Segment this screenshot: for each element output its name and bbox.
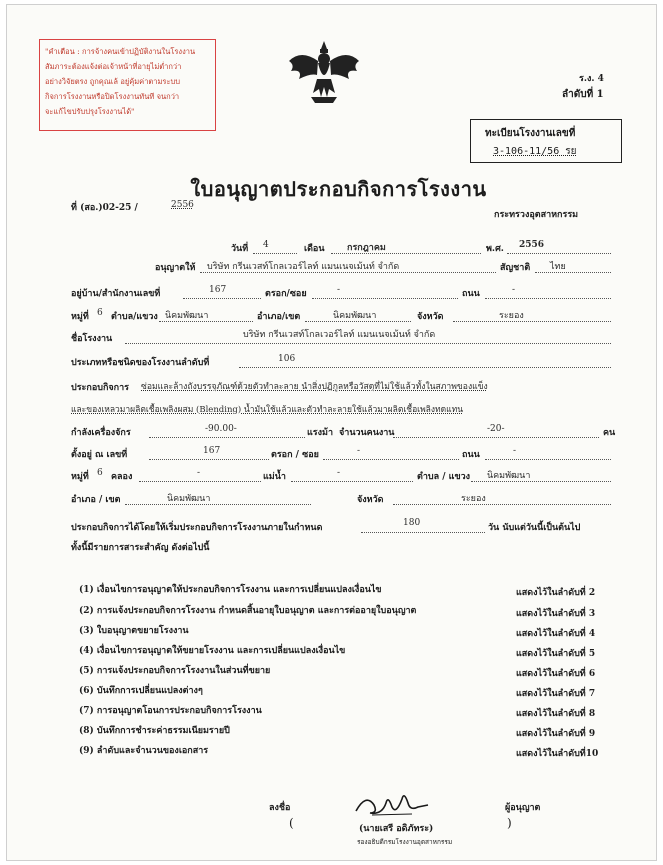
factory-name: บริษัท กรีนเวสท์โกลเวอร์ไลท์ แมนเนจเม้นท์ จำกัด [243, 330, 436, 340]
factory-type-label: ประเภทหรือชนิดของโรงงานลำดับที่ [71, 358, 210, 368]
warning-line: จะแก้ไขปรับปรุงโรงงานได้" [45, 107, 135, 116]
year-label: พ.ศ. [486, 244, 504, 254]
ref-label: ที่ (สอ.)02-25 / [71, 203, 138, 213]
canal-value: - [197, 468, 201, 478]
location-moo-value: 6 [97, 468, 103, 478]
lane-value: - [337, 285, 341, 295]
list-item: (6) บันทึกการเปลี่ยนแปลงต่างๆ [79, 686, 203, 696]
list-item-ref: แสดงไว้ในลำดับที่10 [516, 749, 599, 759]
list-item-ref: แสดงไว้ในลำดับที่ 5 [516, 649, 596, 659]
list-item-ref: แสดงไว้ในลำดับที่ 3 [516, 609, 596, 619]
location-no-value: 167 [203, 446, 221, 456]
warning-line: สัมภาระต้องแจ้งต่อเจ้าหน้าที่อายุไม่ต่ำกว่า [45, 62, 182, 71]
business-label: ประกอบกิจการ [71, 383, 130, 393]
warning-line: กิจการโรงงานหรือปิดโรงงานทันที จนกว่า [45, 92, 180, 101]
workers-value: -20- [487, 424, 505, 434]
list-item: (7) การอนุญาตโอนการประกอบกิจการโรงงาน [79, 706, 262, 716]
authorizer-label: ผู้อนุญาต [505, 803, 541, 813]
list-item: (5) การแจ้งประกอบกิจการโรงงานในส่วนที่ขยาย [79, 666, 271, 676]
list-item-ref: แสดงไว้ในลำดับที่ 7 [516, 689, 596, 699]
moo-value: 6 [97, 308, 103, 318]
horsepower-label: กำลังเครื่องจักร [71, 428, 131, 438]
location-moo-label: หมู่ที่ [71, 472, 89, 482]
location-subdistrict-value: นิคมพัฒนา [487, 471, 531, 481]
horsepower-value: -90.00- [205, 424, 237, 434]
location-lane-value: - [357, 446, 361, 456]
list-item: (9) ลำดับและจำนวนของเอกสาร [79, 746, 209, 756]
list-item-ref: แสดงไว้ในลำดับที่ 2 [516, 588, 596, 598]
license-document [6, 4, 657, 861]
list-item-ref: แสดงไว้ในลำดับที่ 9 [516, 729, 596, 739]
district-label: อำเภอ/เขต [257, 312, 301, 322]
list-item: (1) เงื่อนไขการอนุญาตให้ประกอบกิจการโรงงาน และการเปลี่ยนแปลงเงื่อนไข [79, 585, 382, 595]
subdistrict-value: นิคมพัฒนา [165, 311, 209, 321]
close-paren: ) [507, 816, 512, 830]
business-line: และของเหลวมาผลิตเชื้อเพลิงผสม (Blending) น้ำมันใช้แล้วและตัวทำละลายใช้แล้วมาผลิตเชื้อเพลิงทดแทน [71, 405, 464, 415]
location-province-label: จังหวัด [357, 495, 384, 505]
page-title: ใบอนุญาตประกอบกิจการโรงงาน [190, 177, 487, 201]
list-item: (2) การแจ้งประกอบกิจการโรงงาน กำหนดสิ้นอายุใบอนุญาต และการต่ออายุใบอนุญาต [79, 606, 417, 616]
permit-holder: บริษัท กรีนเวสท์โกลเวอร์ไลท์ แมนเนจเม้นท์ จำกัด [207, 262, 400, 272]
road-label: ถนน [462, 289, 480, 299]
factory-type-value: 106 [278, 354, 296, 364]
sign-label: ลงชื่อ [269, 803, 291, 813]
canal-label: คลอง [111, 472, 133, 482]
garuda-emblem-icon [287, 39, 361, 105]
subdistrict-label: ตำบล/แขวง [111, 312, 158, 322]
ref-year: 2556 [171, 200, 194, 210]
list-item: (8) บันทึกการชำระค่าธรรมเนียมรายปี [79, 726, 230, 736]
location-lane-label: ตรอก / ซอย [271, 450, 319, 460]
list-item-ref: แสดงไว้ในลำดับที่ 4 [516, 629, 596, 639]
start-days: 180 [403, 518, 421, 528]
list-item-ref: แสดงไว้ในลำดับที่ 6 [516, 669, 596, 679]
start-line2: ทั้งนี้มีรายการสาระสำคัญ ดังต่อไปนี้ [71, 543, 210, 553]
registration-value: 3-106-11/56 รย [493, 146, 577, 157]
month-label: เดือน [304, 244, 325, 254]
nationality-value: ไทย [550, 262, 566, 272]
business-line: ซ่อมและล้างถังบรรจุภัณฑ์ด้วยตัวทำละลาย นำสิ่งปฏิกูลหรือวัสดุที่ไม่ใช้แล้วทั้งในสภาพของแข็ง [141, 382, 488, 392]
start-text: ประกอบกิจการได้โดยให้เริ่มประกอบกิจการโรงงานภายในกำหนด [71, 523, 323, 533]
province-label: จังหวัด [417, 312, 444, 322]
location-road-value: - [513, 446, 517, 456]
location-subdistrict-label: ตำบล / แขวง [417, 472, 471, 482]
river-value: - [337, 468, 341, 478]
sequence-number: ลำดับที่ 1 [562, 89, 604, 100]
list-item-ref: แสดงไว้ในลำดับที่ 8 [516, 709, 596, 719]
location-district-label: อำเภอ / เขต [71, 495, 121, 505]
nationality-label: สัญชาติ [500, 263, 531, 273]
district-value: นิคมพัฒนา [333, 311, 377, 321]
location-district-value: นิคมพัฒนา [167, 494, 211, 504]
location-province-value: ระยอง [461, 494, 486, 504]
location-road-label: ถนน [462, 450, 480, 460]
river-label: แม่น้ำ [263, 472, 286, 482]
moo-label: หมู่ที่ [71, 312, 89, 322]
year-value: 2556 [519, 240, 545, 250]
permit-label: อนุญาตให้ [155, 263, 196, 273]
workers-label: จำนวนคนงาน [339, 428, 395, 438]
day-value: 4 [263, 240, 269, 250]
road-value: - [512, 285, 516, 295]
lane-label: ตรอก/ซอย [265, 289, 307, 299]
form-code: ร.ง. 4 [579, 74, 604, 84]
warning-line: อย่างวิจัยตรง ถูกคุณเล้ อยู่คุ้มค่าตามระบบ [45, 77, 181, 86]
signer-name: (นายเสรี อดิภัทระ) [359, 824, 434, 834]
province-value: ระยอง [499, 311, 524, 321]
signer-position: รองอธิบดีกรมโรงงานอุตสาหกรรม [357, 838, 453, 846]
workers-unit: คน [603, 428, 616, 438]
open-paren: ( [289, 816, 294, 830]
warning-line: "คำเตือน : การจ้างคนเข้าปฏิบัติงานในโรงงาน [45, 47, 196, 56]
horsepower-unit: แรงม้า [307, 428, 334, 438]
warning-box [39, 39, 216, 131]
house-value: 167 [209, 285, 227, 295]
ministry-label: กระทรวงอุตสาหกรรม [494, 210, 579, 220]
day-label: วันที่ [231, 244, 249, 254]
house-label: อยู่บ้าน/สำนักงานเลขที่ [71, 289, 161, 299]
list-item: (3) ใบอนุญาตขยายโรงงาน [79, 626, 189, 636]
factory-name-label: ชื่อโรงงาน [71, 334, 113, 344]
start-suffix: วัน นับแต่วันนี้เป็นต้นไป [488, 523, 581, 533]
list-item: (4) เงื่อนไขการอนุญาตให้ขยายโรงงาน และการเปลี่ยนแปลงเงื่อนไข [79, 646, 346, 656]
registration-label: ทะเบียนโรงงานเลขที่ [485, 128, 576, 139]
registration-box [470, 119, 622, 163]
signature-icon [352, 789, 432, 819]
month-value: กรกฎาคม [347, 243, 386, 253]
location-no-label: ตั้งอยู่ ณ เลขที่ [71, 450, 128, 460]
